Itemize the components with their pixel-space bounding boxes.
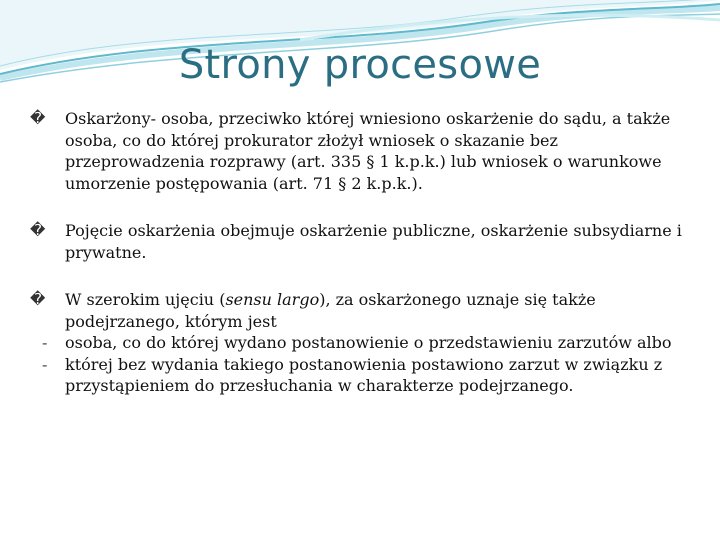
dash-marker: - [42, 354, 48, 374]
bullet-text: Pojęcie oskarżenia obejmuje oskarżenie publiczne, oskarżenie subsydiarne i prywatne. [65, 221, 682, 262]
sub-item [30, 332, 690, 354]
bullet-marker-icon: � [30, 109, 46, 127]
text-run: W szerokim ujęciu ( [65, 290, 226, 309]
slide-body [30, 108, 690, 397]
bullet-oskarzony [30, 108, 690, 194]
sub-item-text: osoba, co do której wydano postanowienie o przedstawieniu zarzutów albo [65, 333, 672, 352]
dash-marker: - [42, 333, 48, 352]
slide-title: Strony procesowe [178, 42, 542, 88]
sub-item [30, 354, 690, 397]
bullet-marker-icon: � [30, 221, 46, 239]
italic-term: sensu largo [225, 290, 320, 309]
bullet-pojecie-oskarzenia [30, 220, 690, 263]
bullet-text [65, 289, 690, 332]
bullet-text: Oskarżony- osoba, przeciwko której wniesiono oskarżenie do sądu, a także osoba, co do której prokurator złożył wniosek o skazanie bez przeprowadzenia rozprawy (art. 335 § 1 k.p.k.) lub wniosek o warunkowe umorzenie postępowania (art. 71 § 2 k.p.k.). [65, 109, 671, 193]
text-run: ), za oskarżonego uznaje się także podejrzanego, którym jest [65, 290, 596, 331]
bullet-marker-icon: � [30, 290, 46, 308]
bullet-sensu-largo [30, 289, 690, 332]
sub-item-text: której bez wydania takiego postanowienia postawiono zarzut w związku z przystąpieniem do przesłuchania w charakterze podejrzanego. [65, 354, 663, 395]
